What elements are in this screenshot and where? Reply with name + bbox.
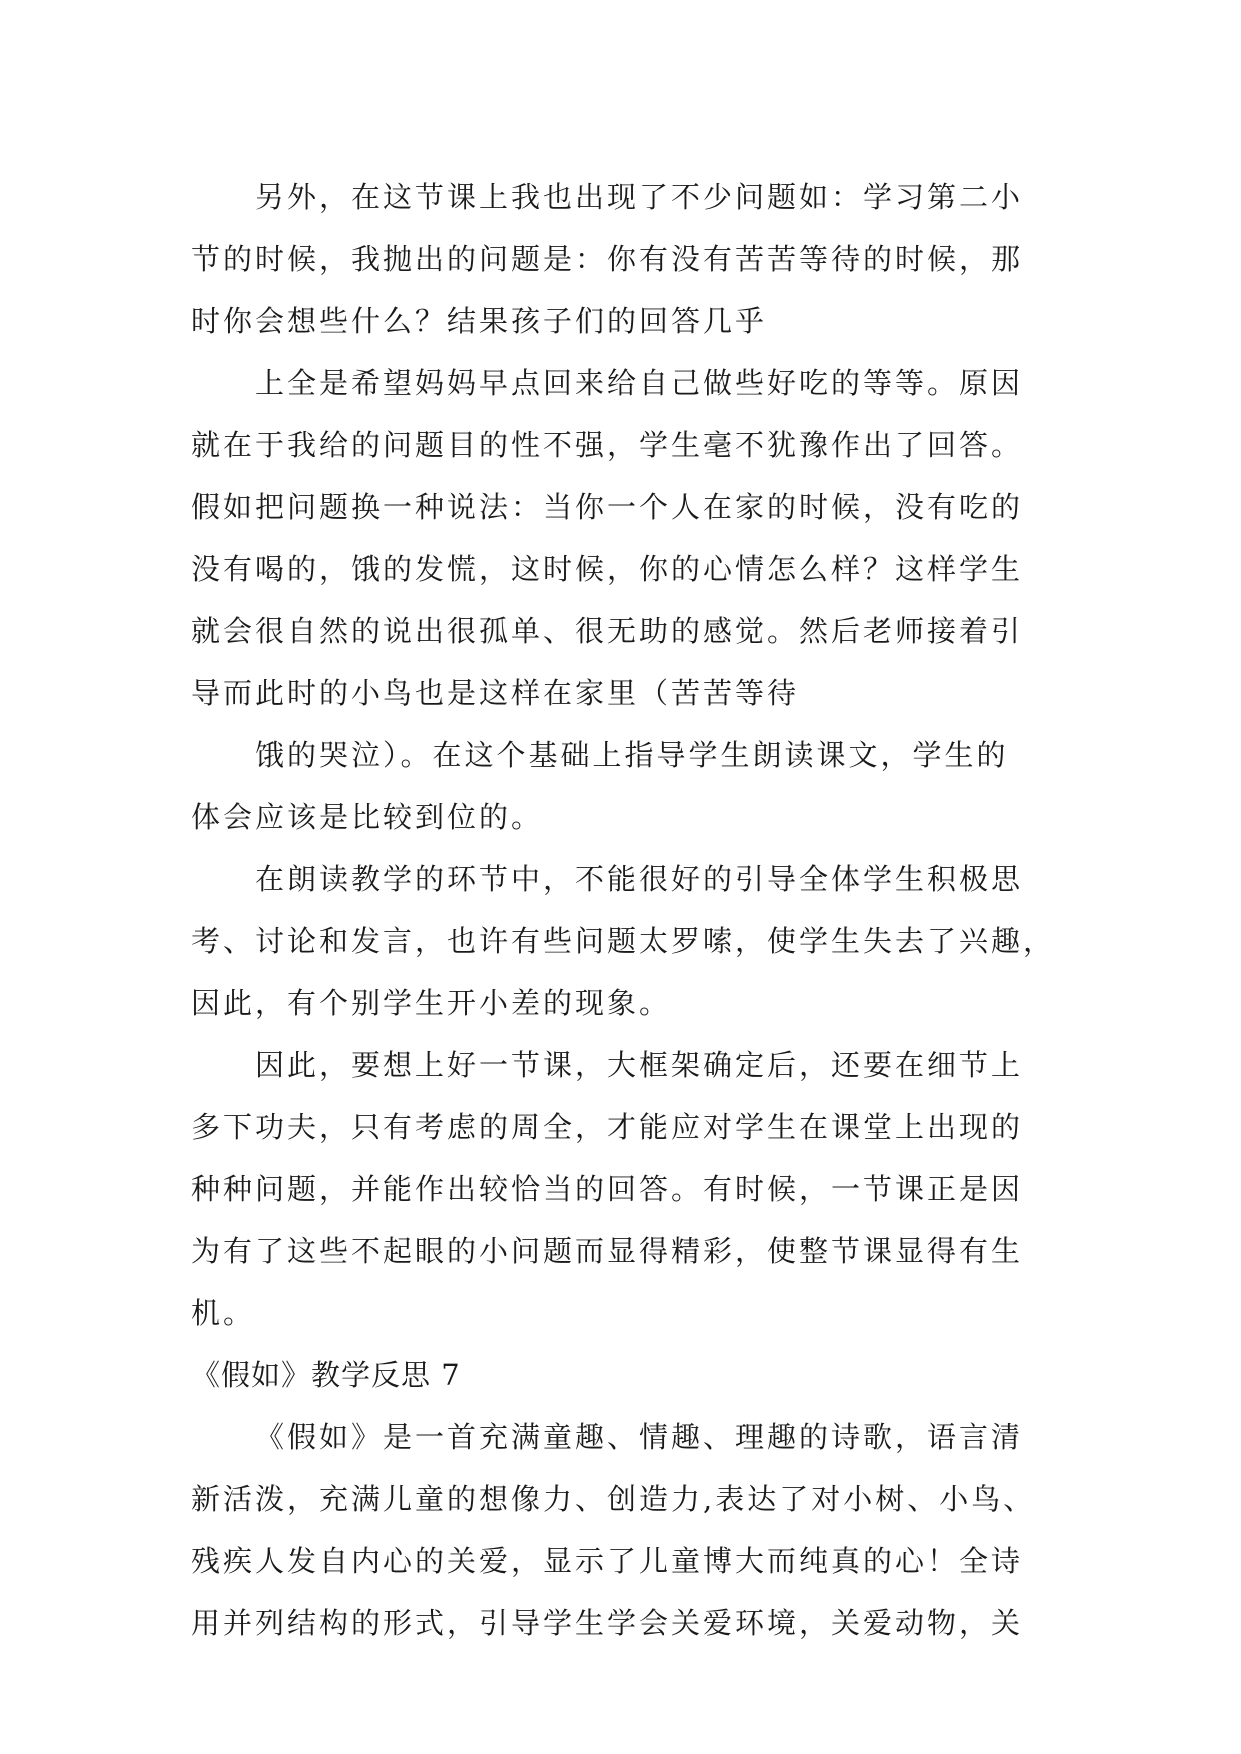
text-line: 另外，在这节课上我也出现了不少问题如：学习第二小 xyxy=(255,180,1024,214)
text-line: 就会很自然的说出很孤单、很无助的感觉。然后老师接着引 xyxy=(191,614,1024,648)
text-line: 因此，有个别学生开小差的现象。 xyxy=(191,986,672,1020)
text-line: 在朗读教学的环节中，不能很好的引导全体学生积极思 xyxy=(255,862,1024,896)
text-line: 机。 xyxy=(191,1296,256,1330)
text-line: 没有喝的，饿的发慌，这时候，你的心情怎么样？这样学生 xyxy=(191,552,1024,586)
text-line: 饿的哭泣）。在这个基础上指导学生朗读课文，学生的 xyxy=(255,738,1009,772)
text-line: 假如把问题换一种说法：当你一个人在家的时候，没有吃的 xyxy=(191,490,1024,524)
text-line: 节的时候，我抛出的问题是：你有没有苦苦等待的时候，那 xyxy=(191,242,1024,276)
text-line: 上全是希望妈妈早点回来给自己做些好吃的等等。原因 xyxy=(255,366,1024,400)
text-line: 时你会想些什么？结果孩子们的回答几乎 xyxy=(191,304,768,338)
text-line: 多下功夫，只有考虑的周全，才能应对学生在课堂上出现的 xyxy=(191,1110,1024,1144)
text-line: 《假如》是一首充满童趣、情趣、理趣的诗歌，语言清 xyxy=(255,1420,1024,1454)
text-line: 新活泼，充满儿童的想像力、创造力,表达了对小树、小鸟、 xyxy=(191,1482,1036,1516)
text-line: 考、讨论和发言，也许有些问题太罗嗦，使学生失去了兴趣， xyxy=(191,924,1056,958)
text-line: 体会应该是比较到位的。 xyxy=(191,800,544,834)
text-line: 种种问题，并能作出较恰当的回答。有时候，一节课正是因 xyxy=(191,1172,1024,1206)
text-line: 残疾人发自内心的关爱，显示了儿童博大而纯真的心！全诗 xyxy=(191,1544,1024,1578)
body-text xyxy=(191,166,1056,1654)
text-line: 就在于我给的问题目的性不强，学生毫不犹豫作出了回答。 xyxy=(191,428,1024,462)
text-line: 用并列结构的形式，引导学生学会关爱环境，关爱动物，关 xyxy=(191,1606,1024,1640)
text-line: 因此，要想上好一节课，大框架确定后，还要在细节上 xyxy=(255,1048,1024,1082)
text-line: 导而此时的小鸟也是这样在家里（苦苦等待 xyxy=(191,676,800,710)
text-line: 为有了这些不起眼的小问题而显得精彩，使整节课显得有生 xyxy=(191,1234,1024,1268)
section-heading: 《假如》教学反思 7 xyxy=(191,1358,461,1392)
